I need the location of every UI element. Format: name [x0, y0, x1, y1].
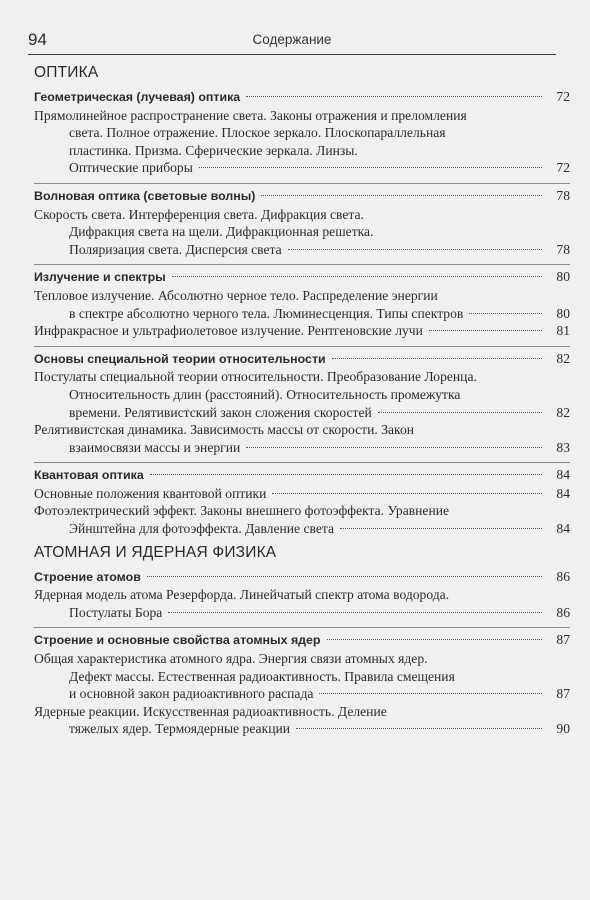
entry-line: Фотоэлектрический эффект. Законы внешнего фотоэффекта. Уравнение [34, 503, 450, 519]
toc-entry [34, 206, 570, 259]
entry-line: Ядерные реакции. Искусственная радиоактивность. Деление [34, 703, 387, 719]
chapter-heading [34, 187, 570, 206]
toc-chapter [34, 568, 570, 622]
entry-line: Релятивистская динамика. Зависимость массы от скорости. Закон [34, 422, 415, 438]
dot-leader [172, 276, 542, 277]
entry-last-line [34, 485, 570, 503]
entry-last-line [34, 404, 570, 422]
dot-leader [469, 313, 542, 314]
page-header [28, 28, 556, 55]
toc-chapter [34, 462, 570, 537]
toc-chapter [34, 346, 570, 457]
entry-page: 83 [556, 439, 570, 455]
entry-text: времени. Релятивистский закон сложения скоростей [69, 404, 372, 420]
entry-text: Эйнштейна для фотоэффекта. Давление света [69, 521, 335, 537]
chapter-title: Волновая оптика (световые волны) [34, 188, 256, 203]
entry-last-line [34, 305, 570, 323]
chapter-page: 78 [556, 187, 570, 203]
toc-chapter [34, 264, 570, 339]
chapter-title: Геометрическая (лучевая) оптика [34, 90, 241, 104]
entry-line: света. Полное отражение. Плоское зеркало. Плоскопараллельная [69, 125, 446, 141]
entry-page: 87 [556, 686, 570, 702]
chapter-heading [34, 631, 570, 650]
chapter-page: 80 [556, 269, 570, 285]
entry-page: 86 [556, 604, 570, 620]
entry-line: пластинка. Призма. Сферические зеркала. Линзы. [69, 142, 358, 158]
chapter-page: 86 [556, 568, 570, 584]
entry-page: 84 [556, 521, 570, 537]
entry-last-line [34, 439, 570, 457]
entry-page: 82 [556, 404, 570, 420]
dot-leader [150, 474, 542, 475]
dot-leader [272, 493, 542, 494]
entry-text: Оптические приборы [69, 160, 193, 176]
chapter-heading [34, 88, 570, 107]
entry-text: и основной закон радиоактивного распада [69, 686, 314, 702]
entry-text: в спектре абсолютно черного тела. Люминесценция. Типы спектров [69, 305, 464, 321]
table-of-contents [34, 64, 570, 744]
page-number: 94 [28, 30, 47, 49]
dot-leader [147, 576, 542, 577]
section-title: ОПТИКА [34, 64, 99, 81]
entry-line: Дефект массы. Естественная радиоактивность. Правила смещения [69, 668, 455, 684]
chapter-page: 72 [556, 89, 570, 104]
toc-chapter [34, 183, 570, 258]
toc-entry [34, 287, 570, 322]
entry-line: Скорость света. Интерференция света. Дифракция света. [34, 206, 364, 222]
running-title: Содержание [252, 32, 332, 47]
toc-entry [34, 586, 570, 621]
entry-line: Прямолинейное распространение света. Законы отражения и преломления [34, 107, 467, 123]
entry-text: Инфракрасное и ультрафиолетовое излучение. Рентгеновские лучи [34, 323, 423, 339]
toc-entry [34, 421, 570, 456]
dot-leader [378, 412, 542, 413]
entry-last-line [34, 241, 570, 259]
dot-leader [246, 96, 542, 97]
chapter-heading [34, 350, 570, 369]
entry-page: 84 [556, 485, 570, 501]
dot-leader [261, 195, 542, 196]
toc-chapter [34, 627, 570, 738]
toc-entry [34, 650, 570, 703]
toc-entry [34, 322, 570, 340]
toc-entry [34, 502, 570, 537]
dot-leader [296, 728, 542, 729]
entry-page: 72 [556, 160, 570, 176]
chapter-title: Строение атомов [34, 569, 141, 584]
dot-leader [168, 612, 542, 613]
chapter-title: Строение и основные свойства атомных ядер [34, 633, 321, 648]
entry-page: 81 [556, 323, 570, 339]
dot-leader [327, 639, 542, 640]
chapter-heading [34, 466, 570, 485]
dot-leader [288, 249, 542, 250]
entry-last-line [34, 604, 570, 622]
section-title: АТОМНАЯ И ЯДЕРНАЯ ФИЗИКА [34, 543, 277, 561]
toc-entry [34, 107, 570, 177]
entry-text: Основные положения квантовой оптики [34, 485, 267, 501]
dot-leader [332, 358, 542, 359]
chapter-heading [34, 568, 570, 587]
entry-page: 80 [556, 305, 570, 321]
entry-line: Общая характеристика атомного ядра. Энергия связи атомных ядер. [34, 651, 428, 667]
chapter-page: 84 [556, 467, 570, 483]
entry-last-line [34, 720, 570, 738]
entry-last-line [34, 322, 570, 340]
dot-leader [340, 528, 542, 529]
dot-leader [199, 167, 542, 168]
dot-leader [319, 693, 542, 694]
dot-leader [429, 330, 542, 331]
toc-entry [34, 485, 570, 503]
entry-line: Ядерная модель атома Резерфорда. Линейчатый спектр атома водорода. [34, 587, 450, 603]
entry-page: 90 [556, 721, 570, 737]
entry-line: Тепловое излучение. Абсолютно черное тело. Распределение энергии [34, 287, 438, 303]
entry-text: Постулаты Бора [69, 604, 163, 620]
chapter-title: Основы специальной теории относительности [34, 351, 326, 366]
entry-text: Поляризация света. Дисперсия света [69, 241, 282, 257]
entry-page: 78 [556, 241, 570, 257]
chapter-title: Квантовая оптика [34, 468, 144, 483]
entry-last-line [34, 159, 570, 177]
chapter-page: 87 [556, 632, 570, 648]
entry-text: тяжелых ядер. Термоядерные реакции [69, 721, 291, 737]
entry-last-line [34, 685, 570, 703]
chapter-heading [34, 268, 570, 287]
dot-leader [246, 447, 542, 448]
toc-chapter [34, 88, 570, 177]
entry-line: Постулаты специальной теории относительности. Преобразование Лоренца. [34, 369, 477, 385]
entry-text: взаимосвязи массы и энергии [69, 439, 241, 455]
entry-last-line [34, 520, 570, 538]
entry-line: Относительность длин (расстояний). Относительность промежутка [69, 386, 461, 402]
chapter-title: Излучение и спектры [34, 270, 166, 285]
entry-line: Дифракция света на щели. Дифракционная решетка. [69, 224, 374, 240]
toc-entry [34, 703, 570, 738]
chapter-page: 82 [556, 350, 570, 366]
toc-entry [34, 368, 570, 421]
